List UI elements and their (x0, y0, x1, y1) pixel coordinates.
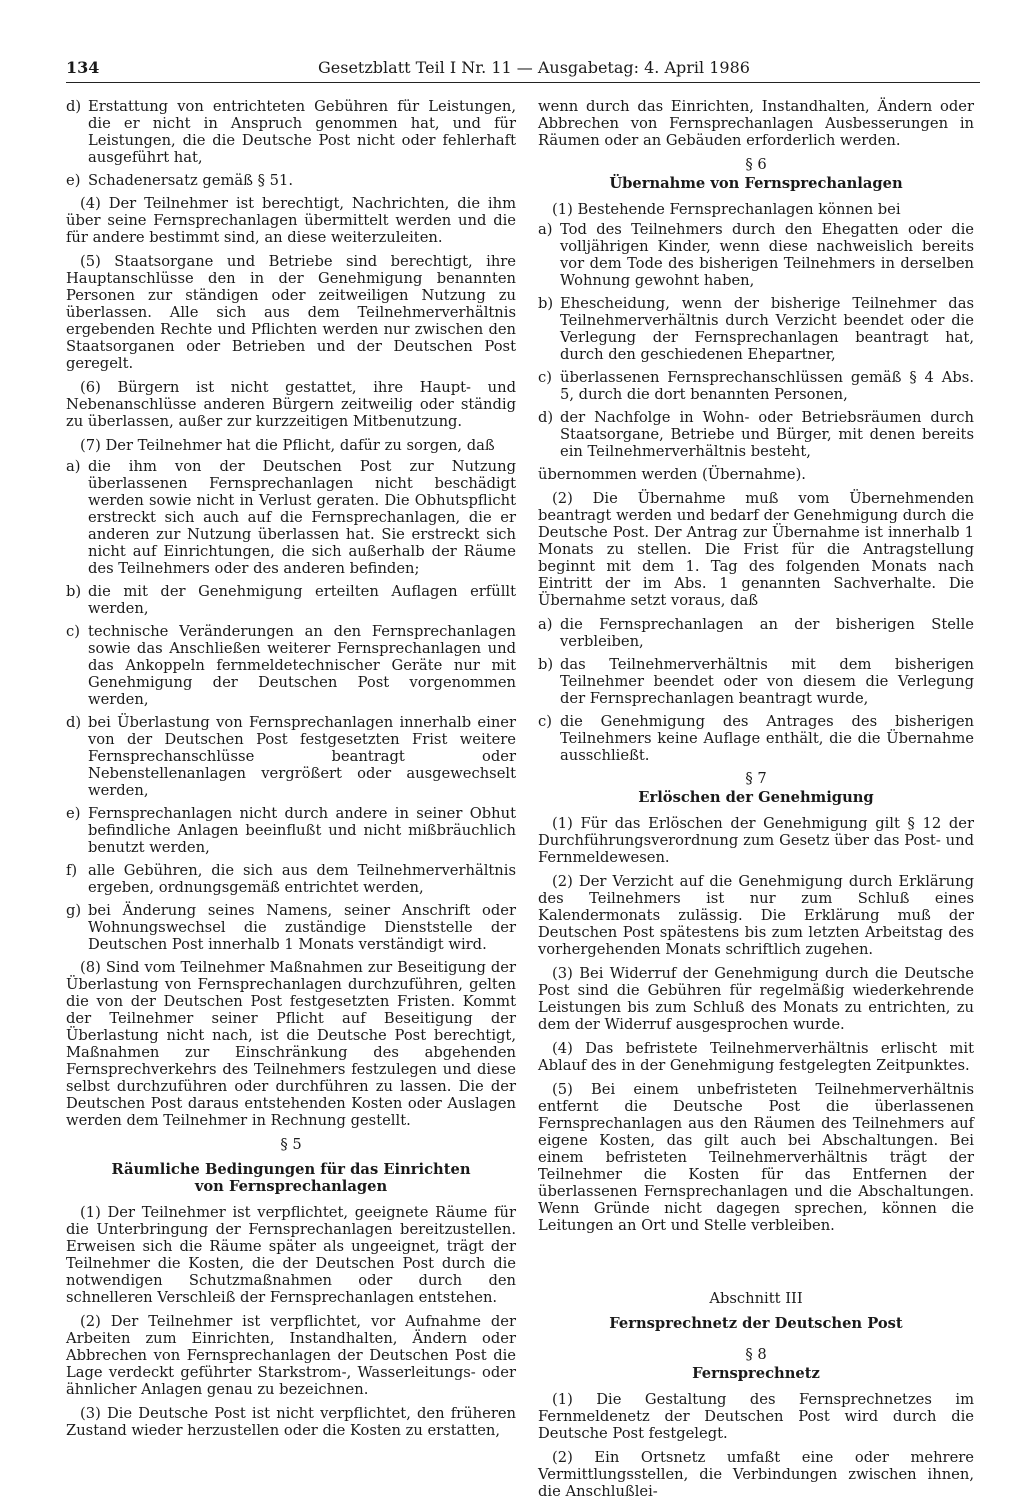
section-title: Erlöschen der Genehmigung (638, 789, 874, 806)
section-title: Fernsprechnetz (692, 1365, 820, 1382)
item-label: d) (66, 714, 82, 731)
part-title: Fernsprechnetz der Deutschen Post (609, 1315, 903, 1332)
list-item (538, 295, 974, 363)
item-label: a) (538, 616, 553, 633)
left-column (66, 98, 516, 1446)
item-label: f) (66, 862, 78, 879)
paragraph: (2) Der Verzicht auf die Genehmigung durch Erklärung des Teilnehmers ist nur zum Schluß eines Kalendermonats zulässig. Die Erklärung muß der Deutschen Post spätestens bis zum letzten Arbeitstag des vorhergehenden Monats schriftlich zugehen. (538, 873, 974, 958)
item-text: Schadenersatz gemäß § 51. (88, 172, 294, 189)
section-number: § 7 (745, 770, 767, 787)
paragraph: (2) Ein Ortsnetz umfaßt eine oder mehrere Vermittlungsstellen, die Verbindungen zwischen ihnen, die Anschlußlei- (538, 1449, 974, 1500)
paragraph: (8) Sind vom Teilnehmer Maßnahmen zur Beseitigung der Überlastung von Fernsprechanlagen durchzuführen, gelten die von der Deutschen Post festgesetzten Fristen. Kommt der Teilnehmer seiner Pflicht auf Beseitigung der Überlastung nicht nach, ist die Deutsche Post berechtigt, Maßnahmen zur Einschränkung des abgehenden Fernsprechverkehrs des Teilnehmers festzulegen und diese selbst durchzuführen oder durchführen zu lassen. Die der Deutschen Post daraus entstehenden Kosten oder Auslagen werden dem Teilnehmer in Rechnung gestellt. (66, 959, 516, 1129)
item-text: die Fernsprechanlagen an der bisherigen Stelle verbleiben, (560, 616, 974, 650)
list-item (66, 458, 516, 577)
paragraph: (1) Für das Erlöschen der Genehmigung gilt § 12 der Durchführungsverordnung zum Gesetz über das Post- und Fernmeldewesen. (538, 815, 974, 866)
paragraph: (5) Staatsorgane und Betriebe sind berechtigt, ihre Hauptanschlüsse den in der Genehmigung benannten Personen zur ständigen oder zeitweiligen Nutzung zu überlassen. Alle sich aus dem Teilnehmerverhältnis ergebenden Rechte und Pflichten werden nur zwischen den Staatsorganen oder Betrieben und der Deutschen Post geregelt. (66, 253, 516, 372)
paragraph: (3) Bei Widerruf der Genehmigung durch die Deutsche Post sind die Gebühren für regelmäßig wiederkehrende Leistungen bis zum Schluß des Monats zu entrichten, zu dem der Widerruf ausgesprochen wurde. (538, 965, 974, 1033)
section-title: Übernahme von Fernsprechanlagen (609, 175, 903, 192)
paragraph: (1) Der Teilnehmer ist verpflichtet, geeignete Räume für die Unterbringung der Fernsprechanlagen bereitzustellen. Erweisen sich die Räume später als ungeeignet, trägt der Teilnehmer die Kosten, die der Deutschen Post durch die notwendigen Schutzmaßnahmen oder durch den schnelleren Verschleiß der Fernsprechanlagen entstehen. (66, 1204, 516, 1306)
paragraph: (4) Das befristete Teilnehmerverhältnis erlischt mit Ablauf des in der Genehmigung festgelegten Zeitpunktes. (538, 1040, 974, 1074)
section-number: § 8 (745, 1346, 767, 1363)
page-header (66, 58, 980, 83)
item-text: bei Änderung seines Namens, seiner Anschrift oder Wohnungswechsel die zuständige Dienststelle der Deutschen Post innerhalb 1 Monats verständigt wird. (88, 902, 516, 953)
item-label: b) (538, 656, 554, 673)
item-text: der Nachfolge in Wohn- oder Betriebsräumen durch Staatsorgane, Betriebe und Bürger, mit denen bereits ein Teilnehmerverhältnis besteht, (560, 409, 974, 460)
item-text: die mit der Genehmigung erteilten Auflagen erfüllt werden, (88, 583, 516, 617)
section-title-line: Räumliche Bedingungen für das Einrichten (111, 1161, 471, 1178)
item-label: d) (66, 98, 82, 115)
list-item (66, 902, 516, 953)
item-label: b) (66, 583, 82, 600)
paragraph: (7) Der Teilnehmer hat die Pflicht, dafür zu sorgen, daß (80, 437, 495, 454)
item-text: Ehescheidung, wenn der bisherige Teilnehmer das Teilnehmerverhältnis durch Verzicht beendet oder die Verlegung der Fernsprechanlagen beantragt hat, durch den geschiedenen Ehepartner, (560, 295, 974, 363)
item-text: Tod des Teilnehmers durch den Ehegatten oder die volljährigen Kinder, wenn diese nachweislich bereits vor dem Tode des bisherigen Teilnehmers in derselben Wohnung gewohnt haben, (560, 221, 974, 289)
item-label: d) (538, 409, 554, 426)
item-text: das Teilnehmerverhältnis mit dem bisherigen Teilnehmer beendet oder von diesem die Verlegung der Fernsprechanlagen beantragt wurde, (560, 656, 974, 707)
item-label: e) (66, 172, 81, 189)
list-item (66, 623, 516, 708)
right-column (538, 98, 974, 1507)
item-label: a) (66, 458, 81, 475)
paragraph: (3) Die Deutsche Post ist nicht verpflichtet, den früheren Zustand wieder herzustellen oder die Kosten zu erstatten, (66, 1405, 516, 1439)
paragraph: (2) Die Übernahme muß vom Übernehmenden beantragt werden und bedarf der Genehmigung durch die Deutsche Post. Der Antrag zur Übernahme ist innerhalb 1 Monats zu stellen. Die Frist für die Antragstellung beginnt mit dem 1. Tag des folgenden Monats nach Eintritt der im Abs. 1 genannten Sachverhalte. Die Übernahme setzt voraus, daß (538, 490, 974, 609)
list-item (538, 713, 974, 764)
item-label: c) (66, 623, 80, 640)
section-title (66, 1161, 516, 1195)
paragraph: wenn durch das Einrichten, Instandhalten, Ändern oder Abbrechen von Fernsprechanlagen Ausbesserungen in Räumen oder an Gebäuden erforderlich werden. (538, 98, 974, 149)
list-item (538, 616, 974, 650)
section-number: § 6 (745, 156, 767, 173)
item-text: technische Veränderungen an den Fernsprechanlagen sowie das Anschließen weiterer Fernsprechanlagen und das Ankoppeln fernmeldetechnischer Geräte nur mit Genehmigung der Deutschen Post vorgenommen werden, (88, 623, 516, 708)
item-text: überlassenen Fernsprechanschlüssen gemäß § 4 Abs. 5, durch die dort benannten Personen, (560, 369, 974, 403)
section-number: § 5 (280, 1136, 302, 1153)
item-label: c) (538, 369, 552, 386)
list-item (538, 221, 974, 289)
paragraph: (6) Bürgern ist nicht gestattet, ihre Haupt- und Nebenanschlüsse anderen Bürgern zeitweilig oder ständig zu überlassen, außer zur kurzzeitigen Mitbenutzung. (66, 379, 516, 430)
list-item (66, 583, 516, 617)
paragraph: (4) Der Teilnehmer ist berechtigt, Nachrichten, die ihm über seine Fernsprechanlagen übermittelt werden und die für andere bestimmt sind, an diese weiterzuleiten. (66, 195, 516, 246)
section-title-line: von Fernsprechanlagen (194, 1178, 388, 1195)
paragraph: (5) Bei einem unbefristeten Teilnehmerverhältnis entfernt die Deutsche Post die überlassenen Fernsprechanlagen aus den Räumen des Teilnehmers auf eigene Kosten, das gilt auch bei Abschaltungen. Bei einem befristeten Teilnehmerverhältnis trägt der Teilnehmer die Kosten für das Entfernen der überlassenen Fernsprechanlagen und die Abschaltungen. Wenn Gründe nicht dagegen sprechen, können die Leitungen an Ort und Stelle verbleiben. (538, 1081, 974, 1234)
page-number: 134 (66, 58, 100, 77)
item-text: Erstattung von entrichteten Gebühren für Leistungen, die er nicht in Anspruch genommen hat, und für Leistungen, die die Deutsche Post nicht oder fehlerhaft ausgeführt hat, (88, 98, 516, 166)
item-text: die ihm von der Deutschen Post zur Nutzung überlassenen Fernsprechanlagen nicht beschädigt werden sowie nicht in Verlust geraten. Die Obhutspflicht erstreckt sich auch auf die Fernsprechanlagen, die er anderen zur Nutzung überlassen hat. Sie erstreckt sich nicht auf Einrichtungen, die sich außerhalb der Räume des Teilnehmers oder des anderen befinden; (88, 458, 516, 577)
item-label: g) (66, 902, 82, 919)
item-text: Fernsprechanlagen nicht durch andere in seiner Obhut befindliche Anlagen beeinflußt und nicht mißbräuchlich benutzt werden, (88, 805, 516, 856)
list-item (538, 656, 974, 707)
paragraph: übernommen werden (Übernahme). (538, 466, 806, 483)
paragraph: (1) Die Gestaltung des Fernsprechnetzes im Fernmeldenetz der Deutschen Post wird durch die Deutsche Post festgelegt. (538, 1391, 974, 1442)
item-text: alle Gebühren, die sich aus dem Teilnehmerverhältnis ergeben, ordnungsgemäß entrichtet werden, (88, 862, 516, 896)
item-text: bei Überlastung von Fernsprechanlagen innerhalb einer von der Deutschen Post festgesetzten Frist weitere Fernsprechanschlüsse beantragt oder Nebenstellenanlagen vergrößert oder ausgewechselt werden, (88, 714, 516, 799)
list-item (66, 805, 516, 856)
paragraph: (1) Bestehende Fernsprechanlagen können bei (552, 201, 901, 218)
item-label: e) (66, 805, 81, 822)
item-label: a) (538, 221, 553, 238)
item-label: c) (538, 713, 552, 730)
list-item (538, 369, 974, 403)
list-item (66, 714, 516, 799)
paragraph: (2) Der Teilnehmer ist verpflichtet, vor Aufnahme der Arbeiten zum Einrichten, Instandhalten, Ändern oder Abbrechen von Fernsprechanlagen der Deutschen Post die Lage verdeckt geführter Starkstrom-, Wasserleitungs- oder ähnlicher Anlagen genau zu bezeichnen. (66, 1313, 516, 1398)
item-text: die Genehmigung des Antrages des bisherigen Teilnehmers keine Auflage enthält, die die Übernahme ausschließt. (560, 713, 974, 764)
item-label: b) (538, 295, 554, 312)
list-item (66, 862, 516, 896)
list-item (66, 172, 516, 189)
part-heading: Abschnitt III (709, 1290, 803, 1307)
list-item (66, 98, 516, 166)
running-title: Gesetzblatt Teil I Nr. 11 — Ausgabetag: 4. April 1986 (318, 58, 750, 77)
list-item (538, 409, 974, 460)
